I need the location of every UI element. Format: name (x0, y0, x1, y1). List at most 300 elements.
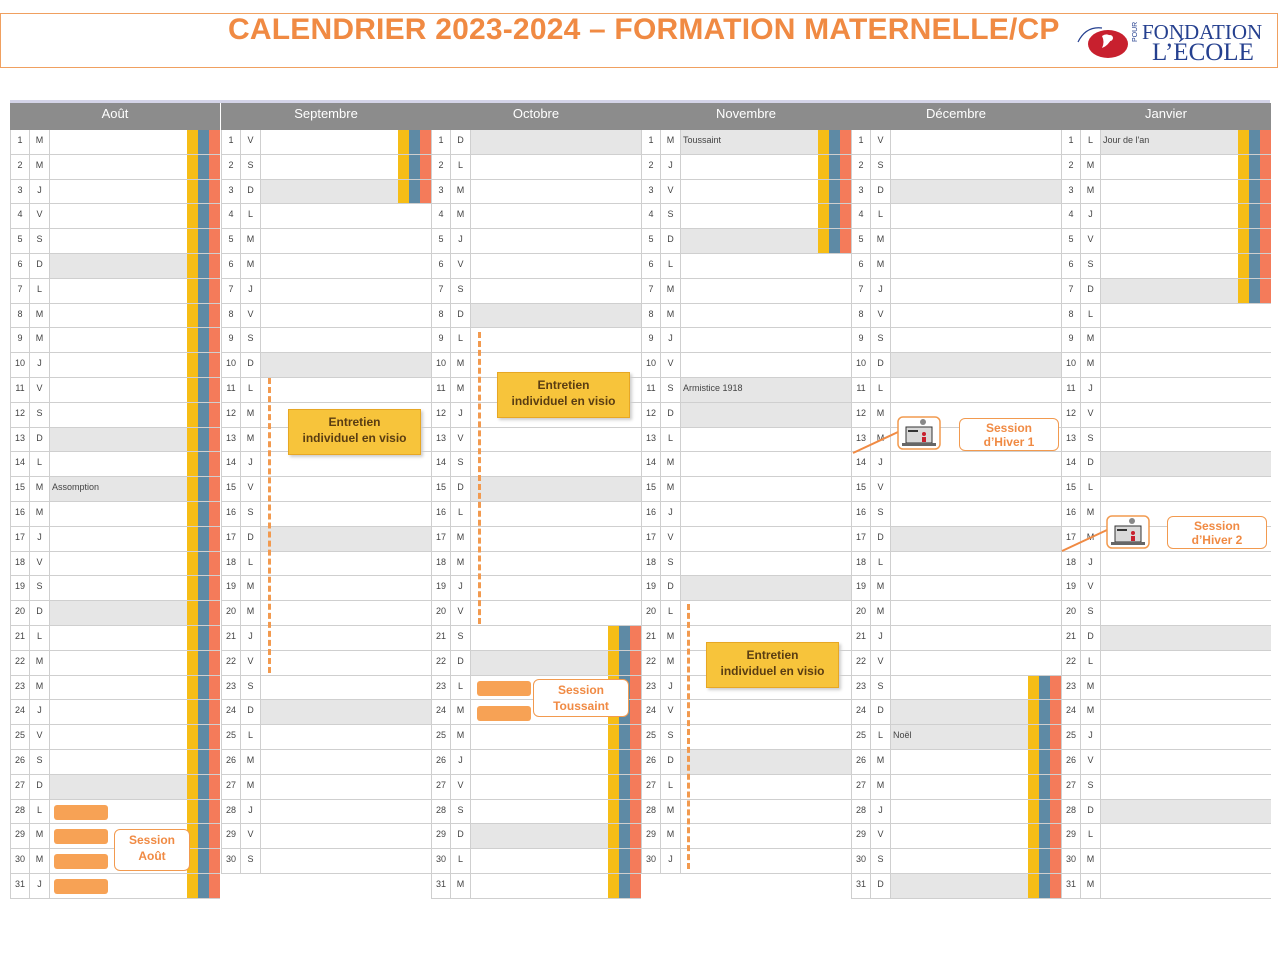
day-weekday: D (661, 229, 681, 253)
day-weekday: S (871, 849, 891, 873)
day-weekday: V (30, 204, 50, 228)
day-row (851, 155, 1061, 180)
zone-b-bar (619, 874, 630, 898)
day-weekday: D (871, 353, 891, 377)
visio-dashed-line-oct (478, 332, 481, 624)
zone-c-bar (630, 824, 641, 848)
day-weekday: L (871, 204, 891, 228)
zone-c-bar (1260, 180, 1271, 204)
zone-c-bar (1260, 229, 1271, 253)
zone-c-bar (1260, 279, 1271, 303)
zone-a-bar (1028, 700, 1039, 724)
day-number: 29 (851, 824, 871, 848)
day-row (431, 279, 641, 304)
vacation-bars (187, 775, 220, 799)
day-number: 26 (431, 750, 451, 774)
day-row (10, 800, 220, 825)
day-number: 25 (1061, 725, 1081, 749)
day-row (641, 279, 851, 304)
day-row (641, 130, 851, 155)
zone-c-bar (209, 601, 220, 625)
day-number: 4 (1061, 204, 1081, 228)
day-number: 5 (1061, 229, 1081, 253)
zone-c-bar (420, 155, 431, 179)
vacation-bars (187, 502, 220, 526)
zone-a-bar (187, 378, 198, 402)
day-weekday: J (451, 229, 471, 253)
zone-c-bar (209, 874, 220, 898)
day-number: 19 (641, 576, 661, 600)
day-row (851, 378, 1061, 403)
day-number: 3 (641, 180, 661, 204)
zone-a-bar (187, 700, 198, 724)
day-number: 7 (851, 279, 871, 303)
logo-mark-icon (1072, 24, 1130, 60)
day-weekday: V (661, 180, 681, 204)
vacation-bars (818, 155, 851, 179)
day-number: 30 (431, 849, 451, 873)
day-weekday: S (871, 155, 891, 179)
vacation-bars (1238, 180, 1271, 204)
zone-b-bar (1249, 279, 1260, 303)
vacation-bars (187, 477, 220, 501)
month-header: Septembre (221, 103, 431, 130)
zone-b-bar (1249, 254, 1260, 278)
day-weekday: D (30, 775, 50, 799)
day-row (641, 477, 851, 502)
session-hiver1-line2: d’Hiver 1 (983, 435, 1035, 449)
day-row (431, 180, 641, 205)
vacation-bars (608, 725, 641, 749)
day-weekday: S (30, 576, 50, 600)
zone-a-bar (187, 527, 198, 551)
day-weekday: V (241, 130, 261, 154)
day-weekday: M (30, 502, 50, 526)
zone-c-bar (209, 626, 220, 650)
zone-b-bar (829, 130, 840, 154)
vacation-bars (608, 874, 641, 898)
day-row (221, 676, 431, 701)
day-weekday: S (1081, 601, 1101, 625)
day-number: 29 (641, 824, 661, 848)
day-row (221, 378, 431, 403)
day-row (851, 824, 1061, 849)
zone-a-bar (818, 155, 829, 179)
day-weekday: V (30, 725, 50, 749)
zone-b-bar (1039, 824, 1050, 848)
day-weekday: L (661, 254, 681, 278)
day-number: 22 (10, 651, 30, 675)
day-number: 10 (641, 353, 661, 377)
day-weekday: D (30, 254, 50, 278)
day-number: 25 (431, 725, 451, 749)
day-weekday: D (1081, 452, 1101, 476)
zone-a-bar (608, 874, 619, 898)
day-row (851, 477, 1061, 502)
zone-a-bar (187, 353, 198, 377)
day-row (221, 452, 431, 477)
zone-c-bar (630, 651, 641, 675)
day-weekday: S (30, 229, 50, 253)
day-number: 24 (641, 700, 661, 724)
day-weekday: S (30, 750, 50, 774)
day-number: 25 (641, 725, 661, 749)
day-row (10, 725, 220, 750)
zone-a-bar (608, 750, 619, 774)
month-column (851, 103, 1061, 899)
day-row (641, 204, 851, 229)
day-number: 23 (641, 676, 661, 700)
day-weekday: D (661, 576, 681, 600)
day-weekday: L (661, 775, 681, 799)
day-number: 14 (851, 452, 871, 476)
zone-a-bar (187, 279, 198, 303)
day-weekday: J (871, 452, 891, 476)
zone-b-bar (198, 502, 209, 526)
day-row (851, 750, 1061, 775)
zone-c-bar (209, 279, 220, 303)
vacation-bars (187, 254, 220, 278)
day-weekday: S (871, 328, 891, 352)
day-row (10, 328, 220, 353)
zone-b-bar (829, 229, 840, 253)
day-row (10, 155, 220, 180)
day-row (851, 502, 1061, 527)
day-row (431, 229, 641, 254)
day-row (431, 552, 641, 577)
day-row (10, 378, 220, 403)
day-number: 21 (851, 626, 871, 650)
day-row (1061, 849, 1271, 874)
day-weekday: V (1081, 403, 1101, 427)
day-number: 16 (641, 502, 661, 526)
day-weekday: S (1081, 254, 1101, 278)
day-number: 31 (851, 874, 871, 898)
day-row (431, 576, 641, 601)
zone-c-bar (209, 651, 220, 675)
day-weekday: D (871, 527, 891, 551)
zone-a-bar (187, 130, 198, 154)
day-row (641, 452, 851, 477)
vacation-bars (187, 849, 220, 873)
page-title: CALENDRIER 2023-2024 – FORMATION MATERNELLE/CP (228, 13, 1060, 46)
session-hiver1-line1: Session (985, 421, 1033, 435)
day-number: 7 (431, 279, 451, 303)
day-number: 13 (221, 428, 241, 452)
vacation-bars (398, 155, 431, 179)
zone-c-bar (1050, 800, 1061, 824)
day-weekday: D (451, 824, 471, 848)
vacation-bars (1028, 725, 1061, 749)
zone-b-bar (1249, 229, 1260, 253)
day-number: 14 (1061, 452, 1081, 476)
vacation-bars (1238, 155, 1271, 179)
day-number: 23 (431, 676, 451, 700)
month-column (431, 103, 641, 899)
zone-c-bar (209, 378, 220, 402)
day-row (221, 353, 431, 378)
day-number: 15 (221, 477, 241, 501)
day-number: 17 (10, 527, 30, 551)
zone-a-bar (187, 676, 198, 700)
zone-c-bar (630, 800, 641, 824)
day-number: 8 (10, 304, 30, 328)
day-number: 19 (10, 576, 30, 600)
day-weekday: M (30, 130, 50, 154)
day-number: 26 (10, 750, 30, 774)
day-weekday: D (241, 180, 261, 204)
zone-c-bar (840, 180, 851, 204)
day-weekday: M (241, 403, 261, 427)
day-number: 14 (10, 452, 30, 476)
day-weekday: S (241, 328, 261, 352)
vacation-bars (187, 403, 220, 427)
day-row (1061, 279, 1271, 304)
day-weekday: M (1081, 180, 1101, 204)
day-weekday: J (661, 502, 681, 526)
vacation-bars (187, 601, 220, 625)
zone-a-bar (818, 130, 829, 154)
day-row (851, 130, 1061, 155)
day-row (641, 378, 851, 403)
day-number: 22 (221, 651, 241, 675)
visio-dashed-line-nov (687, 604, 690, 869)
zone-c-bar (209, 824, 220, 848)
day-row (1061, 800, 1271, 825)
day-weekday: M (1081, 849, 1101, 873)
vacation-bars (187, 750, 220, 774)
zone-a-bar (187, 552, 198, 576)
zone-c-bar (1050, 700, 1061, 724)
day-row (221, 477, 431, 502)
vacation-bars (1238, 229, 1271, 253)
day-row (431, 750, 641, 775)
vacation-bars (1028, 849, 1061, 873)
day-weekday: L (241, 552, 261, 576)
day-row (431, 328, 641, 353)
vacation-bars (398, 180, 431, 204)
vacation-bars (187, 800, 220, 824)
day-row (641, 775, 851, 800)
day-row (221, 750, 431, 775)
zone-a-bar (187, 428, 198, 452)
zone-a-bar (187, 304, 198, 328)
day-weekday: V (241, 651, 261, 675)
zone-b-bar (198, 824, 209, 848)
day-number: 6 (221, 254, 241, 278)
day-row (851, 254, 1061, 279)
zone-a-bar (1028, 750, 1039, 774)
zone-a-bar (187, 800, 198, 824)
day-weekday: L (30, 452, 50, 476)
session-toussaint-block (477, 681, 531, 696)
day-weekday: L (451, 502, 471, 526)
day-number: 8 (641, 304, 661, 328)
day-row (221, 849, 431, 874)
day-number: 27 (431, 775, 451, 799)
zone-a-bar (1028, 874, 1039, 898)
day-number: 10 (10, 353, 30, 377)
day-number: 3 (1061, 180, 1081, 204)
day-weekday: S (30, 403, 50, 427)
day-weekday: J (1081, 552, 1101, 576)
session-aout-block (54, 879, 108, 894)
day-row (1061, 254, 1271, 279)
zone-c-bar (209, 676, 220, 700)
day-number: 17 (431, 527, 451, 551)
day-row (10, 254, 220, 279)
day-row (221, 800, 431, 825)
day-number: 15 (10, 477, 30, 501)
day-number: 6 (641, 254, 661, 278)
day-row (851, 229, 1061, 254)
vacation-bars (608, 750, 641, 774)
day-row (10, 403, 220, 428)
vacation-bars (1238, 279, 1271, 303)
day-row (641, 800, 851, 825)
day-weekday: V (241, 304, 261, 328)
day-weekday: V (871, 477, 891, 501)
day-number: 6 (851, 254, 871, 278)
vacation-bars (818, 180, 851, 204)
day-row (641, 155, 851, 180)
day-weekday: L (30, 279, 50, 303)
day-weekday: L (661, 428, 681, 452)
zone-c-bar (209, 800, 220, 824)
day-weekday: M (871, 601, 891, 625)
day-number: 10 (851, 353, 871, 377)
zone-a-bar (818, 229, 829, 253)
zone-b-bar (198, 601, 209, 625)
day-row (10, 477, 220, 502)
day-weekday: L (871, 378, 891, 402)
holiday-label: Jour de l'an (1103, 135, 1150, 145)
day-weekday: L (241, 725, 261, 749)
month-column (221, 103, 431, 874)
vacation-bars (187, 279, 220, 303)
day-row (10, 502, 220, 527)
day-row (431, 874, 641, 899)
day-weekday: M (1081, 874, 1101, 898)
zone-b-bar (198, 750, 209, 774)
day-weekday: M (1081, 676, 1101, 700)
day-weekday: L (1081, 651, 1101, 675)
zone-c-bar (209, 452, 220, 476)
day-weekday: S (661, 725, 681, 749)
day-number: 4 (641, 204, 661, 228)
zone-b-bar (409, 180, 420, 204)
day-weekday: J (30, 353, 50, 377)
day-row (10, 651, 220, 676)
fondation-logo (1066, 16, 1266, 66)
zone-a-bar (1238, 229, 1249, 253)
day-weekday: V (871, 130, 891, 154)
day-number: 11 (851, 378, 871, 402)
day-number: 19 (1061, 576, 1081, 600)
day-row (221, 229, 431, 254)
zone-c-bar (209, 428, 220, 452)
day-row (851, 676, 1061, 701)
zone-a-bar (187, 750, 198, 774)
day-weekday: S (1081, 428, 1101, 452)
day-number: 7 (1061, 279, 1081, 303)
day-weekday: V (661, 353, 681, 377)
zone-c-bar (209, 849, 220, 873)
day-weekday: J (30, 180, 50, 204)
zone-b-bar (829, 155, 840, 179)
day-weekday: S (661, 204, 681, 228)
day-row (431, 254, 641, 279)
day-row (851, 353, 1061, 378)
day-row (431, 626, 641, 651)
day-weekday: V (451, 428, 471, 452)
day-row (1061, 750, 1271, 775)
day-number: 14 (431, 452, 451, 476)
zone-a-bar (398, 155, 409, 179)
day-weekday: V (30, 378, 50, 402)
day-weekday: M (451, 353, 471, 377)
day-row (1061, 180, 1271, 205)
vacation-bars (187, 353, 220, 377)
day-weekday: D (1081, 800, 1101, 824)
day-row (641, 552, 851, 577)
vacation-bars (187, 626, 220, 650)
day-weekday: D (30, 601, 50, 625)
day-number: 26 (641, 750, 661, 774)
vacation-bars (187, 700, 220, 724)
month-header: Janvier (1061, 103, 1271, 130)
day-number: 25 (10, 725, 30, 749)
day-number: 1 (10, 130, 30, 154)
day-weekday: M (30, 155, 50, 179)
zone-a-bar (608, 725, 619, 749)
day-weekday: V (241, 477, 261, 501)
zone-b-bar (1249, 204, 1260, 228)
day-number: 11 (641, 378, 661, 402)
day-number: 29 (431, 824, 451, 848)
day-row (1061, 725, 1271, 750)
day-number: 3 (10, 180, 30, 204)
day-number: 24 (431, 700, 451, 724)
day-row (851, 700, 1061, 725)
vacation-bars (608, 775, 641, 799)
zone-c-bar (420, 180, 431, 204)
day-row (851, 626, 1061, 651)
zone-a-bar (1028, 775, 1039, 799)
day-row (431, 204, 641, 229)
day-number: 13 (10, 428, 30, 452)
day-weekday: L (241, 378, 261, 402)
day-weekday: V (661, 700, 681, 724)
day-row (851, 725, 1061, 750)
day-number: 18 (221, 552, 241, 576)
day-weekday: L (241, 204, 261, 228)
day-number: 24 (221, 700, 241, 724)
day-weekday: D (30, 428, 50, 452)
day-weekday: D (661, 750, 681, 774)
logo-pour: POUR (1132, 21, 1139, 42)
day-row (1061, 775, 1271, 800)
vacation-bars (187, 180, 220, 204)
day-weekday: D (1081, 626, 1101, 650)
zone-a-bar (187, 229, 198, 253)
vacation-bars (1238, 254, 1271, 278)
day-number: 29 (221, 824, 241, 848)
day-number: 20 (431, 601, 451, 625)
zone-a-bar (608, 800, 619, 824)
day-number: 5 (851, 229, 871, 253)
day-row (641, 849, 851, 874)
